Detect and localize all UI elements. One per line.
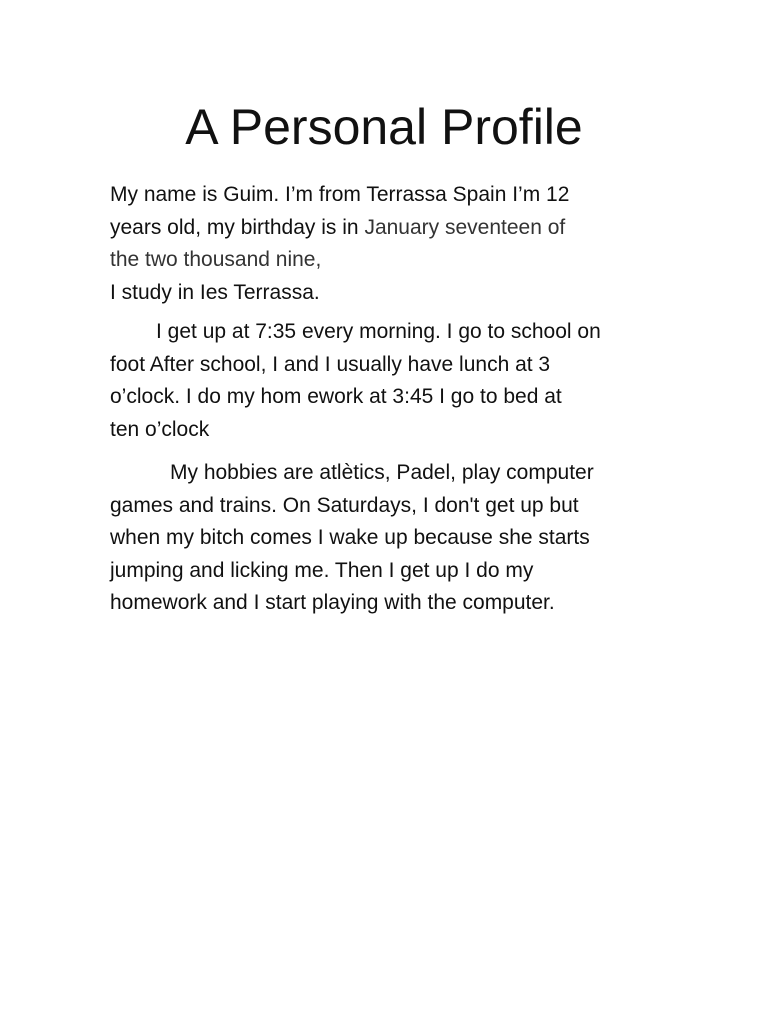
- paragraph-line: jumping and licking me. Then I get up I do my: [110, 558, 534, 582]
- routine-paragraph: [110, 316, 658, 446]
- paragraph-text: My hobbies are atlètics, Padel, play computer: [170, 461, 594, 484]
- intro-paragraph: [110, 179, 658, 309]
- paragraph-line: [110, 316, 658, 349]
- paragraph-text: years old, my birthday is in: [110, 215, 365, 239]
- hobbies-paragraph: [110, 457, 658, 620]
- paragraph-line: when my bitch comes I wake up because she starts: [110, 526, 590, 549]
- paragraph-line: [110, 457, 658, 490]
- birthday-text: January seventeen of: [364, 215, 566, 239]
- paragraph-line: ten o’clock: [110, 417, 210, 441]
- paragraph-line: [110, 212, 658, 245]
- paragraph-line: My name is Guim. I’m from Terrassa Spain I’m 12: [110, 183, 570, 206]
- paragraph-line: homework and I start playing with the computer.: [110, 591, 555, 614]
- paragraph-line: the two thousand nine,: [110, 248, 322, 271]
- paragraph-line: games and trains. On Saturdays, I don't get up but: [110, 493, 579, 517]
- paragraph-line: I study in Ies Terrassa.: [110, 280, 320, 304]
- paragraph-text: I get up at 7:35 every morning. I go to school on: [156, 320, 601, 343]
- page-title: A Personal Profile: [185, 99, 583, 155]
- paragraph-line: o’clock. I do my hom ework at 3:45 I go to bed at: [110, 385, 562, 408]
- paragraph-line: foot After school, I and I usually have lunch at 3: [110, 352, 551, 376]
